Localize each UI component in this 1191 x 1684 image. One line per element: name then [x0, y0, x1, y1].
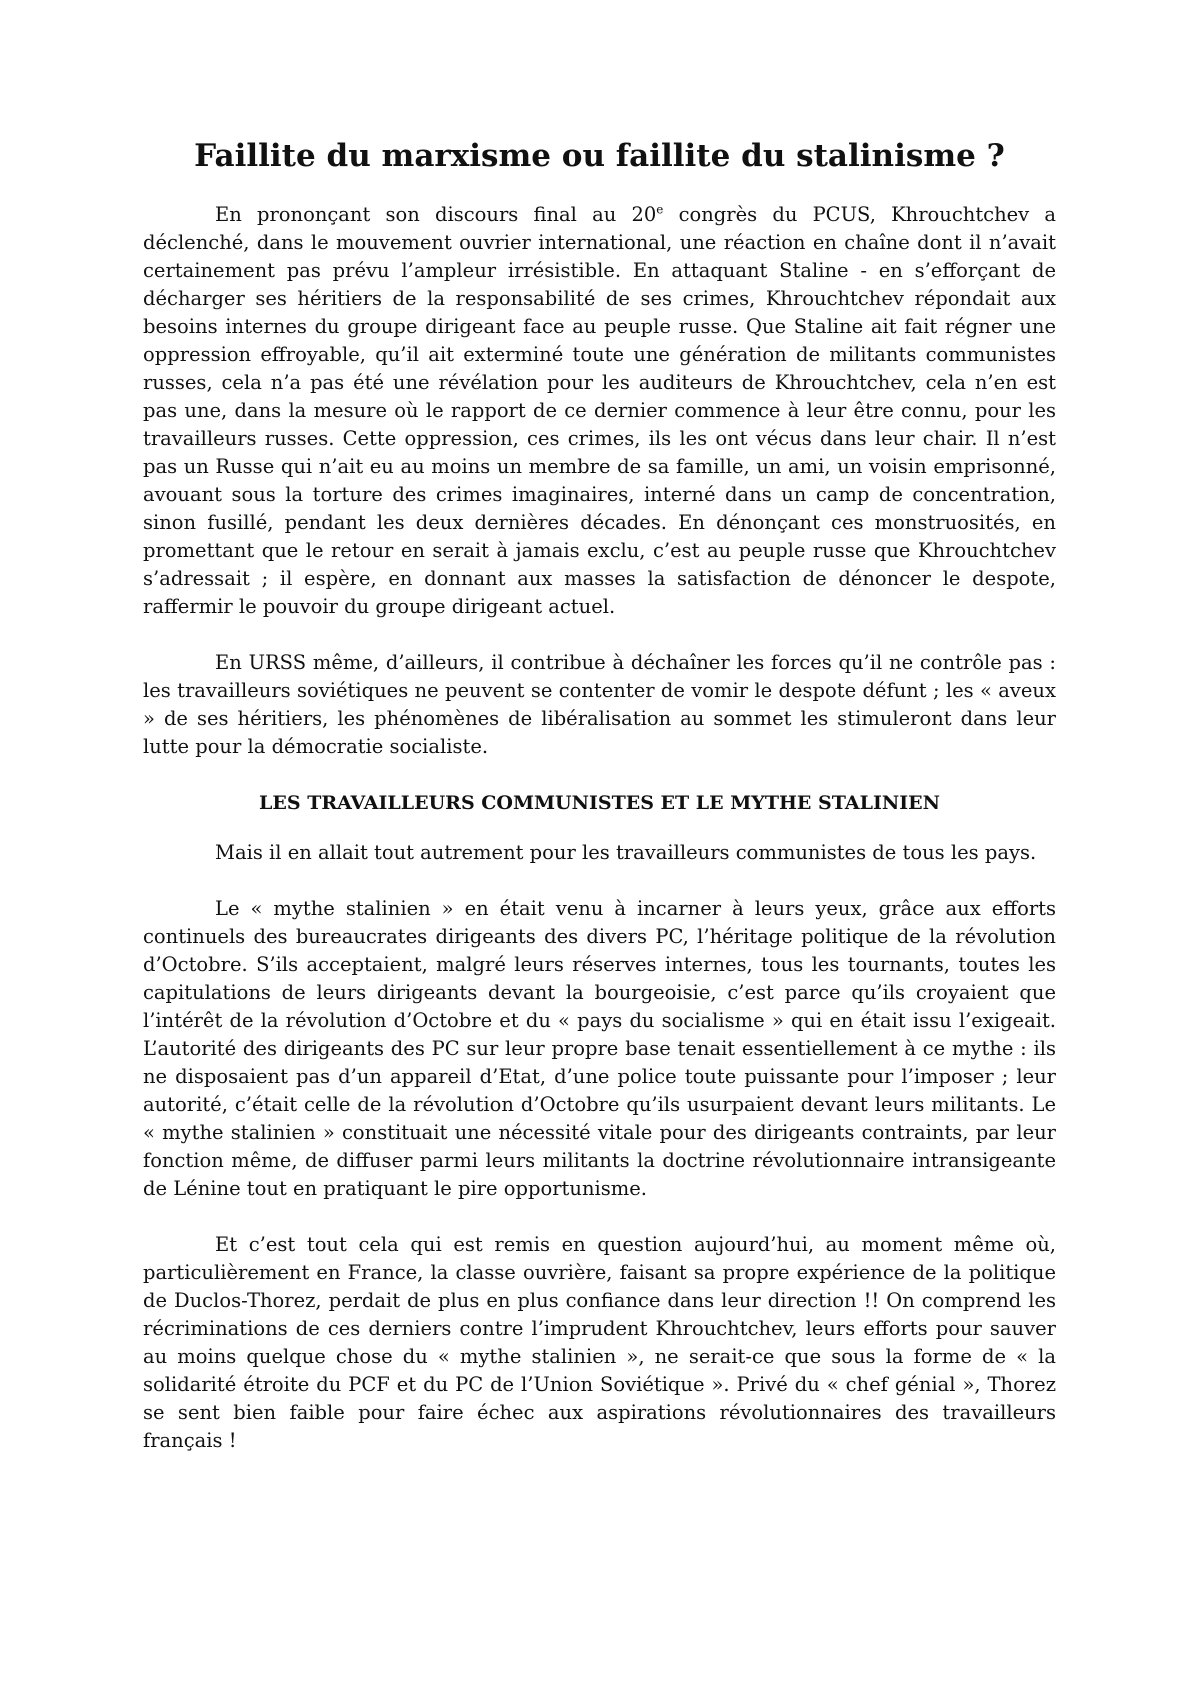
paragraph-travailleurs: Mais il en allait tout autrement pour les travailleurs communistes de tous les pays. — [215, 841, 1037, 865]
ordinal-superscript: e — [656, 202, 664, 217]
paragraph-remis-en-question: Et c’est tout cela qui est remis en question aujourd’hui, au moment même où, particulièrement en France, la classe ouvrière, faisant sa propre expérience de la politique de Duclos-Thorez, perdait de plus en plus confiance dans leur direction !! On comprend les récriminations de ces derniers contre l’imprudent Khrouchtchev, leurs efforts pour sauver au moins quelque chose du « mythe stalinien », ne serait-ce que sous la forme de « la solidarité étroite du PCF et du PC de l’Union Soviétique ». Privé du « chef génial », Thorez se sent bien faible pour faire échec aux aspirations révolutionnaires des travailleurs français ! — [143, 1233, 1056, 1453]
intro-text-rest: congrès du PCUS, Khrouchtchev a déclenché, dans le mouvement ouvrier international, une réaction en chaîne dont il n’avait certainement pas prévu l’ampleur irrésistible. En attaquant Staline - en s’efforçant de décharger ses héritiers de la responsabilité de ses crimes, Khrouchtchev répondait aux besoins internes du groupe dirigeant face au peuple russe. Que Staline ait fait régner une oppression effroyable, qu’il ait exterminé toute une génération de militants communistes russes, cela n’a pas été une révélation pour les auditeurs de Khrouchtchev, cela n’en est pas une, dans la mesure où le rapport de ce dernier commence à leur être connu, pour les travailleurs russes. Cette oppression, ces crimes, ils les ont vécus dans leur chair. Il n’est pas un Russe qui n’ait eu au moins un membre de sa famille, un ami, un voisin emprisonné, avouant sous la torture des crimes imaginaires, interné dans un camp de concentration, sinon fusillé, pendant les deux dernières décades. En dénonçant ces monstruosités, en promettant que le retour en serait à jamais exclu, c’est au peuple russe que Khrouchtchev s’adressait ; il espère, en donnant aux masses la satisfaction de dénoncer le despote, raffermir le pouvoir du groupe dirigeant actuel. — [143, 203, 1057, 619]
paragraph-mythe: Le « mythe stalinien » en était venu à incarner à leurs yeux, grâce aux efforts continuels des bureaucrates dirigeants des divers PC, l’héritage politique de la révolution d’Octobre. S’ils acceptaient, malgré leurs réserves internes, tous les tournants, toutes les capitulations de leurs dirigeants devant la bourgeoisie, c’est parce qu’ils croyaient que l’intérêt de la révolution d’Octobre et du « pays du socialisme » qui en était issu l’exigeait. L’autorité des dirigeants des PC sur leur propre base tenait essentiellement à ce mythe : ils ne disposaient pas d’un appareil d’Etat, d’une police toute puissante pour l’imposer ; leur autorité, c’était celle de la révolution d’Octobre qu’ils usurpaient devant leurs militants. Le « mythe stalinien » constituait une nécessité vitale pour des dirigeants contraints, par leur fonction même, de diffuser parmi leurs militants la doctrine révolutionnaire intransigeante de Lénine tout en pratiquant le pire opportunisme. — [143, 897, 1056, 1201]
section-heading: LES TRAVAILLEURS COMMUNISTES ET LE MYTHE STALINIEN — [259, 792, 940, 815]
intro-text-start: En prononçant son discours final au 20 — [215, 203, 657, 227]
paragraph-urss: En URSS même, d’ailleurs, il contribue à déchaîner les forces qu’il ne contrôle pas : les travailleurs soviétiques ne peuvent se contenter de vomir le despote défunt ; les « aveux » de ses héritiers, les phénomènes de libéralisation au sommet les stimuleront dans leur lutte pour la démocratie socialiste. — [143, 651, 1056, 759]
document-title: Faillite du marxisme ou faillite du stalinisme ? — [194, 138, 1005, 174]
intro-paragraph — [143, 201, 1056, 621]
